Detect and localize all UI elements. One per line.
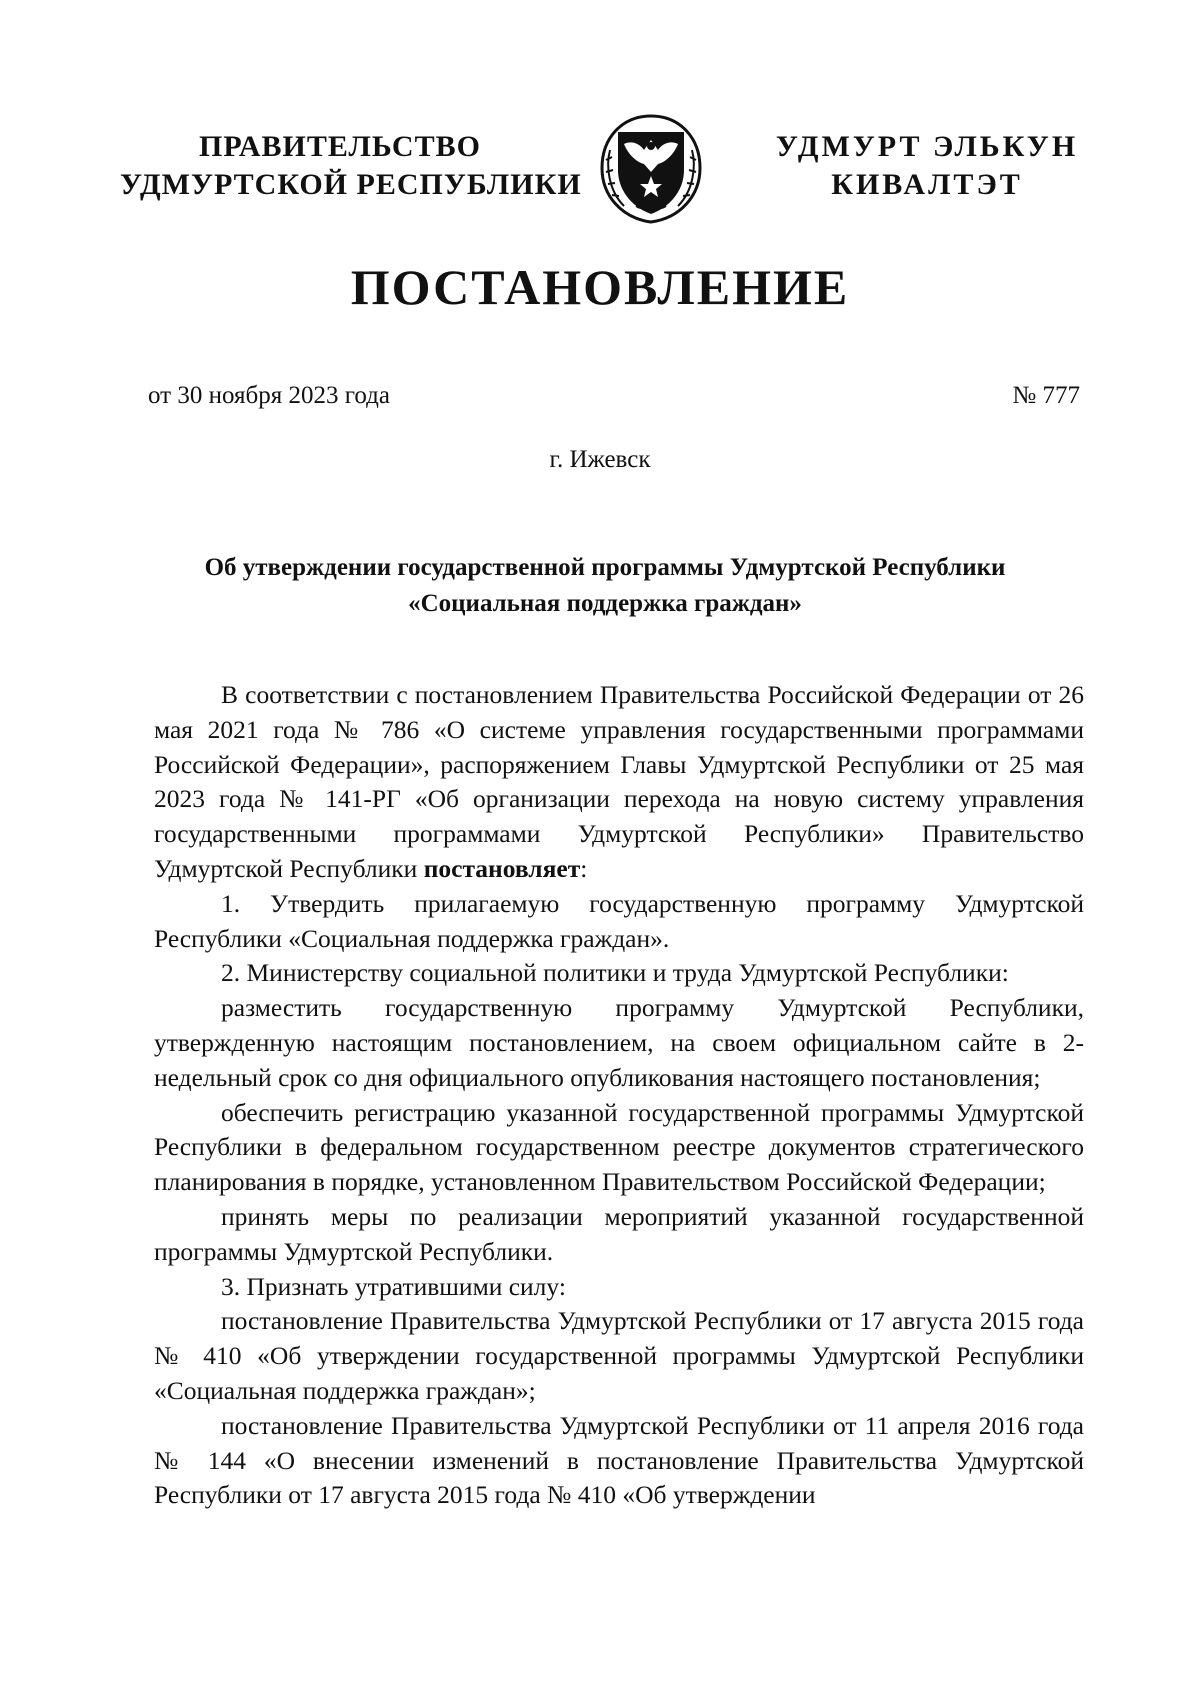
document-title xyxy=(130,550,1080,622)
document-type: ПОСТАНОВЛЕНИЕ xyxy=(350,259,850,315)
document-city: г. Ижевск xyxy=(549,446,651,473)
government-name-russian xyxy=(120,128,582,204)
item-2-b: обеспечить регистрацию указанной государственной программы Удмуртской Республики в федеральном государственном реестре документов стратегического планирования в порядке, установленном Правительством Российской Федерации; xyxy=(154,1097,1084,1197)
preamble-paragraph xyxy=(154,678,1084,887)
government-name-udmurt xyxy=(762,128,1092,204)
document-date: от 30 ноября 2023 года xyxy=(148,382,390,409)
decree-colon: : xyxy=(580,853,588,883)
preamble-text: В соответствии с постановлением Правительства Российской Федерации от 26 мая 2021 года № 786 «О системе управления государственными программами Российской Федерации», распоряжением Главы Удмуртской Республики от 25 мая 2023 года № 141-РГ «Об организации перехода на новую систему управления государственными программами Удмуртской Республики» Правительство Удмуртской Республики xyxy=(154,680,1084,883)
item-3-b: постановление Правительства Удмуртской Республики от 11 апреля 2016 года № 144 «О внесении изменений в постановление Правительства Удмуртской Республики от 17 августа 2015 года № 410 «Об утверждении xyxy=(154,1410,1084,1510)
header-left-line1: ПРАВИТЕЛЬСТВО xyxy=(199,130,481,163)
item-3: 3. Признать утратившими силу: xyxy=(221,1271,566,1301)
item-3-a: постановление Правительства Удмуртской Республики от 17 августа 2015 года № 410 «Об утверждении государственной программы Удмуртской Республики «Социальная поддержка граждан»; xyxy=(154,1306,1084,1405)
document-body xyxy=(154,678,1084,1513)
item-1: 1. Утвердить прилагаемую государственную программу Удмуртской Республики «Социальная поддержка граждан». xyxy=(154,888,1084,953)
header-left-line2: УДМУРТСКОЙ РЕСПУБЛИКИ xyxy=(120,168,582,201)
title-line1: Об утверждении государственной программы Удмуртской Республики xyxy=(204,554,1006,581)
item-2: 2. Министерству социальной политики и труда Удмуртской Республики: xyxy=(221,958,1009,988)
document-number: № 777 xyxy=(1012,382,1080,409)
item-2-c: принять меры по реализации мероприятий указанной государственной программы Удмуртской Республики. xyxy=(154,1201,1084,1266)
decree-word: постановляет xyxy=(423,853,581,883)
title-line2: «Социальная поддержка граждан» xyxy=(408,590,802,617)
header-right-line2: КИВАЛТЭТ xyxy=(831,168,1023,201)
item-2-a: разместить государственную программу Удмуртской Республики, утвержденную настоящим постановлением, на своем официальном сайте в 2-недельный срок со дня официального опубликования настоящего постановления; xyxy=(154,993,1084,1092)
header-right-line1: УДМУРТ ЭЛЬКУН xyxy=(775,130,1079,163)
coat-of-arms-icon xyxy=(592,110,710,228)
